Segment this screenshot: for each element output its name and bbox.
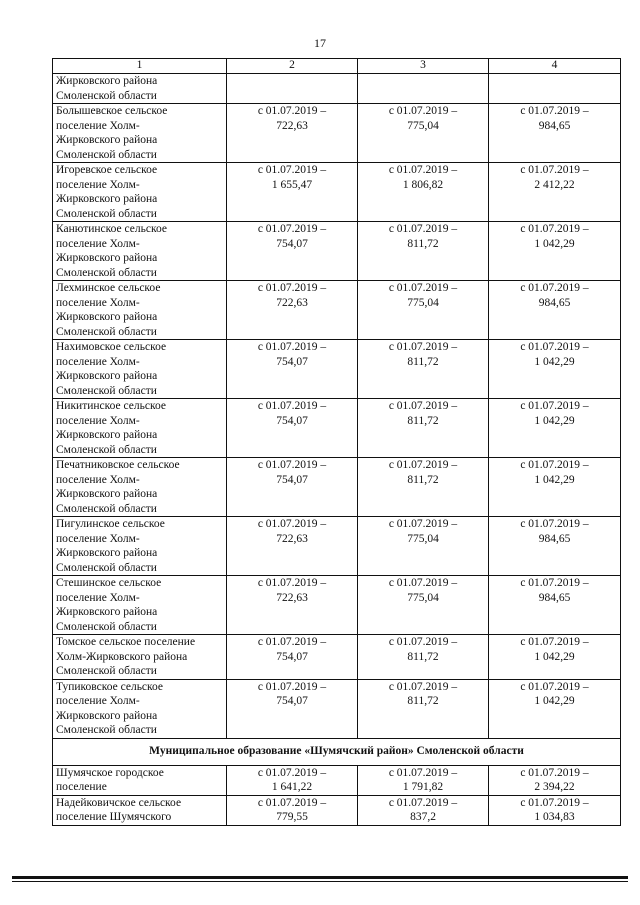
municipality-line: Лехминское сельское	[56, 282, 161, 294]
tariff-line: 1 042,29	[534, 650, 575, 663]
tariff-line: 1 042,29	[534, 355, 575, 368]
tariff-line: 779,55	[276, 811, 308, 823]
tariff-line: с 01.07.2019 –	[257, 400, 327, 412]
municipality-line: поселение Шумячского	[56, 811, 172, 823]
municipality-line: Жирковского района	[56, 193, 158, 205]
tariff-cell-3	[358, 399, 489, 458]
tariff-line: 754,07	[276, 355, 308, 368]
tariff-line: 811,72	[407, 414, 439, 427]
municipality-line: поселение	[56, 781, 107, 793]
tariff-line: с 01.07.2019 –	[388, 459, 458, 471]
municipality-line: поселение Холм-	[56, 355, 140, 368]
municipality-line: Жирковского района	[56, 370, 158, 382]
municipality-line: поселение Холм-	[56, 178, 140, 191]
tariff-table	[52, 58, 621, 826]
table-row	[53, 576, 621, 635]
municipality-line: Игоревское сельское	[56, 164, 158, 176]
municipality-line: Надейковичское сельское	[56, 796, 182, 809]
municipality-line: поселение Холм-	[56, 296, 140, 309]
tariff-line: с 01.07.2019 –	[257, 223, 327, 235]
municipality-line: Смоленской области	[56, 148, 157, 161]
tariff-line: 2 412,22	[534, 178, 575, 191]
tariff-cell-4	[489, 222, 621, 281]
tariff-cell-4	[489, 399, 621, 458]
tariff-line: 722,63	[276, 591, 308, 604]
municipality-line: поселение Холм-	[56, 532, 140, 545]
tariff-cell-3	[358, 340, 489, 399]
tariff-line: 775,04	[407, 119, 439, 132]
tariff-line: 1 042,29	[534, 414, 575, 427]
tariff-line: с 01.07.2019 –	[388, 400, 458, 412]
tariff-line: с 01.07.2019 –	[520, 164, 589, 176]
municipality-cell	[53, 163, 227, 222]
tariff-cell-4	[489, 765, 621, 795]
tariff-cell-4	[489, 517, 621, 576]
tariff-line: 1 034,83	[534, 811, 575, 823]
tariff-line: 1 655,47	[271, 178, 313, 191]
tariff-line: с 01.07.2019 –	[388, 766, 458, 779]
tariff-line: 1 042,29	[534, 473, 575, 486]
tariff-cell-4	[489, 679, 621, 738]
municipality-line: поселение Холм-	[56, 591, 140, 604]
tariff-line: 722,63	[276, 119, 308, 132]
tariff-cell-2	[227, 222, 358, 281]
section-header-row	[53, 738, 621, 765]
tariff-line: с 01.07.2019 –	[520, 766, 589, 779]
tariff-line: 811,72	[407, 695, 439, 707]
tariff-line: с 01.07.2019 –	[388, 518, 458, 530]
tariff-cell-3	[358, 222, 489, 281]
municipality-cell	[53, 104, 227, 163]
tariff-line: с 01.07.2019 –	[388, 577, 458, 589]
tariff-cell-2	[227, 458, 358, 517]
tariff-line: 775,04	[407, 296, 439, 309]
tariff-line: с 01.07.2019 –	[520, 577, 589, 589]
tariff-cell-3	[358, 517, 489, 576]
tariff-line: с 01.07.2019 –	[257, 636, 327, 648]
tariff-line: 811,72	[407, 237, 439, 250]
tariff-line: с 01.07.2019 –	[520, 105, 589, 117]
tariff-line: с 01.07.2019 –	[388, 341, 458, 353]
bottom-rule-thin	[12, 881, 628, 882]
municipality-line: Тупиковское сельское	[56, 680, 164, 693]
tariff-line: с 01.07.2019 –	[520, 341, 589, 353]
tariff-line: 984,65	[538, 532, 571, 545]
municipality-line: Жирковского района	[56, 488, 158, 500]
table-row	[53, 281, 621, 340]
tariff-cell-2	[227, 576, 358, 635]
municipality-line: Шумячское городское	[56, 766, 164, 779]
municipality-line: Смоленской области	[56, 384, 157, 397]
tariff-line: с 01.07.2019 –	[257, 680, 327, 693]
tariff-line: 1 641,22	[271, 781, 313, 793]
tariff-line: 811,72	[407, 650, 439, 663]
tariff-cell-4	[489, 458, 621, 517]
tariff-line: с 01.07.2019 –	[520, 400, 589, 412]
tariff-cell-4	[489, 340, 621, 399]
table-row	[53, 679, 621, 738]
table-row	[53, 635, 621, 680]
municipality-line: Смоленской области	[56, 620, 157, 633]
header-cell-1: 1	[53, 59, 227, 74]
municipality-line: Смоленской области	[56, 207, 157, 220]
municipality-line: Смоленской области	[56, 325, 157, 338]
tariff-cell-3	[358, 795, 489, 825]
municipality-line: Смоленской области	[56, 502, 157, 515]
tariff-cell-2	[227, 281, 358, 340]
table-row	[53, 399, 621, 458]
municipality-cell	[53, 222, 227, 281]
table-row	[53, 340, 621, 399]
tariff-line: 984,65	[538, 119, 571, 132]
municipality-line: Жирковского района	[56, 606, 158, 618]
tariff-cell-4	[489, 635, 621, 680]
tariff-cell-3	[358, 679, 489, 738]
tariff-line: с 01.07.2019 –	[257, 577, 327, 589]
tariff-line: с 01.07.2019 –	[388, 164, 458, 176]
tariff-line: 754,07	[276, 414, 308, 427]
municipality-cell	[53, 679, 227, 738]
table-row	[53, 795, 621, 825]
municipality-line: Болышевское сельское	[56, 105, 168, 117]
tariff-cell-2	[227, 104, 358, 163]
tariff-line: 984,65	[538, 296, 571, 309]
municipality-line: Жирковского района	[56, 252, 158, 264]
tariff-cell-4	[489, 74, 621, 104]
tariff-cell-3	[358, 576, 489, 635]
municipality-line: Томское сельское поселение	[56, 636, 196, 648]
municipality-line: Жирковского района	[56, 134, 158, 146]
municipality-line: Жирковского района	[56, 547, 158, 559]
table-row	[53, 458, 621, 517]
tariff-line: с 01.07.2019 –	[257, 282, 327, 294]
tariff-line: 1 042,29	[534, 695, 575, 707]
municipality-cell	[53, 765, 227, 795]
municipality-line: Смоленской области	[56, 724, 157, 736]
section-title: Муниципальное образование «Шумячский район» Смоленской области	[53, 738, 621, 765]
tariff-cell-2	[227, 635, 358, 680]
tariff-line: 984,65	[538, 591, 571, 604]
tariff-line: 754,07	[276, 473, 308, 486]
tariff-cell-2	[227, 517, 358, 576]
tariff-line: с 01.07.2019 –	[520, 282, 589, 294]
tariff-cell-4	[489, 281, 621, 340]
tariff-cell-2	[227, 399, 358, 458]
tariff-cell-2	[227, 163, 358, 222]
tariff-cell-3	[358, 765, 489, 795]
municipality-line: поселение Холм-	[56, 119, 140, 132]
tariff-cell-4	[489, 576, 621, 635]
tariff-line: с 01.07.2019 –	[257, 341, 327, 353]
municipality-cell	[53, 340, 227, 399]
municipality-line: Смоленской области	[56, 665, 157, 677]
municipality-cell	[53, 281, 227, 340]
tariff-line: 754,07	[276, 237, 308, 250]
table-body	[53, 59, 621, 826]
tariff-line: 2 394,22	[534, 781, 575, 793]
municipality-cell	[53, 576, 227, 635]
municipality-line: поселение Холм-	[56, 414, 140, 427]
tariff-cell-3	[358, 74, 489, 104]
header-cell-3: 3	[358, 59, 489, 74]
municipality-cell	[53, 795, 227, 825]
municipality-line: Жирковского района	[56, 709, 158, 722]
municipality-line: поселение Холм-	[56, 237, 140, 250]
table-row	[53, 74, 621, 104]
tariff-line: с 01.07.2019 –	[520, 680, 589, 693]
municipality-cell	[53, 517, 227, 576]
tariff-cell-2	[227, 340, 358, 399]
tariff-line: 1 806,82	[402, 178, 444, 191]
tariff-line: 775,04	[407, 591, 439, 604]
tariff-cell-2	[227, 679, 358, 738]
tariff-line: 811,72	[407, 473, 439, 486]
header-cell-4: 4	[489, 59, 621, 74]
table-row	[53, 517, 621, 576]
bottom-rule	[12, 876, 628, 879]
tariff-line: с 01.07.2019 –	[388, 105, 458, 117]
municipality-line: Жирковского района	[56, 429, 158, 441]
municipality-line: Смоленской области	[56, 89, 157, 102]
tariff-line: с 01.07.2019 –	[520, 518, 589, 530]
tariff-line: с 01.07.2019 –	[257, 459, 327, 471]
municipality-cell	[53, 399, 227, 458]
municipality-line: Канютинское сельское	[56, 223, 167, 235]
tariff-cell-3	[358, 104, 489, 163]
tariff-cell-4	[489, 163, 621, 222]
tariff-cell-2	[227, 795, 358, 825]
tariff-cell-3	[358, 458, 489, 517]
tariff-line: с 01.07.2019 –	[388, 680, 458, 693]
tariff-line: с 01.07.2019 –	[388, 636, 458, 648]
tariff-line: с 01.07.2019 –	[520, 223, 589, 235]
municipality-line: Смоленской области	[56, 266, 157, 279]
tariff-line: 722,63	[276, 296, 308, 309]
municipality-line: Печатниковское сельское	[56, 459, 180, 471]
page-number: 17	[314, 36, 326, 50]
tariff-cell-3	[358, 635, 489, 680]
municipality-cell	[53, 74, 227, 104]
tariff-line: с 01.07.2019 –	[520, 796, 589, 809]
municipality-line: Стешинское сельское	[56, 577, 162, 589]
tariff-cell-2	[227, 74, 358, 104]
municipality-line: поселение Холм-	[56, 473, 140, 486]
tariff-line: с 01.07.2019 –	[257, 796, 327, 809]
header-cell-2: 2	[227, 59, 358, 74]
tariff-line: 1 791,82	[402, 781, 444, 793]
tariff-line: с 01.07.2019 –	[388, 796, 458, 809]
tariff-cell-4	[489, 795, 621, 825]
municipality-line: Жирковского района	[56, 311, 158, 323]
tariff-line: с 01.07.2019 –	[388, 223, 458, 235]
tariff-cell-3	[358, 281, 489, 340]
municipality-line: Пигулинское сельское	[56, 518, 165, 530]
municipality-cell	[53, 635, 227, 680]
municipality-line: Никитинское сельское	[56, 400, 166, 412]
tariff-line: 775,04	[407, 532, 439, 545]
tariff-line: с 01.07.2019 –	[257, 164, 327, 176]
municipality-cell	[53, 458, 227, 517]
table-header-row	[53, 59, 621, 74]
tariff-line: 811,72	[407, 355, 439, 368]
tariff-cell-2	[227, 765, 358, 795]
tariff-line: 754,07	[276, 695, 308, 707]
tariff-line: с 01.07.2019 –	[257, 518, 327, 530]
municipality-line: Жирковского района	[56, 75, 158, 87]
tariff-line: 837,2	[410, 811, 436, 823]
municipality-line: Смоленской области	[56, 443, 157, 456]
tariff-line: с 01.07.2019 –	[388, 282, 458, 294]
tariff-cell-4	[489, 104, 621, 163]
tariff-line: с 01.07.2019 –	[520, 636, 589, 648]
tariff-line: с 01.07.2019 –	[257, 105, 327, 117]
tariff-line: 722,63	[276, 532, 308, 545]
tariff-line: с 01.07.2019 –	[520, 459, 589, 471]
tariff-line: 754,07	[276, 650, 308, 663]
municipality-line: Смоленской области	[56, 561, 157, 574]
tariff-line: 1 042,29	[534, 237, 575, 250]
municipality-line: Холм-Жирковского района	[56, 650, 188, 663]
table-row	[53, 765, 621, 795]
table-row	[53, 222, 621, 281]
table-row	[53, 163, 621, 222]
tariff-cell-3	[358, 163, 489, 222]
tariff-line: с 01.07.2019 –	[257, 766, 327, 779]
municipality-line: Нахимовское сельское	[56, 341, 167, 353]
table-row	[53, 104, 621, 163]
municipality-line: поселение Холм-	[56, 695, 140, 707]
